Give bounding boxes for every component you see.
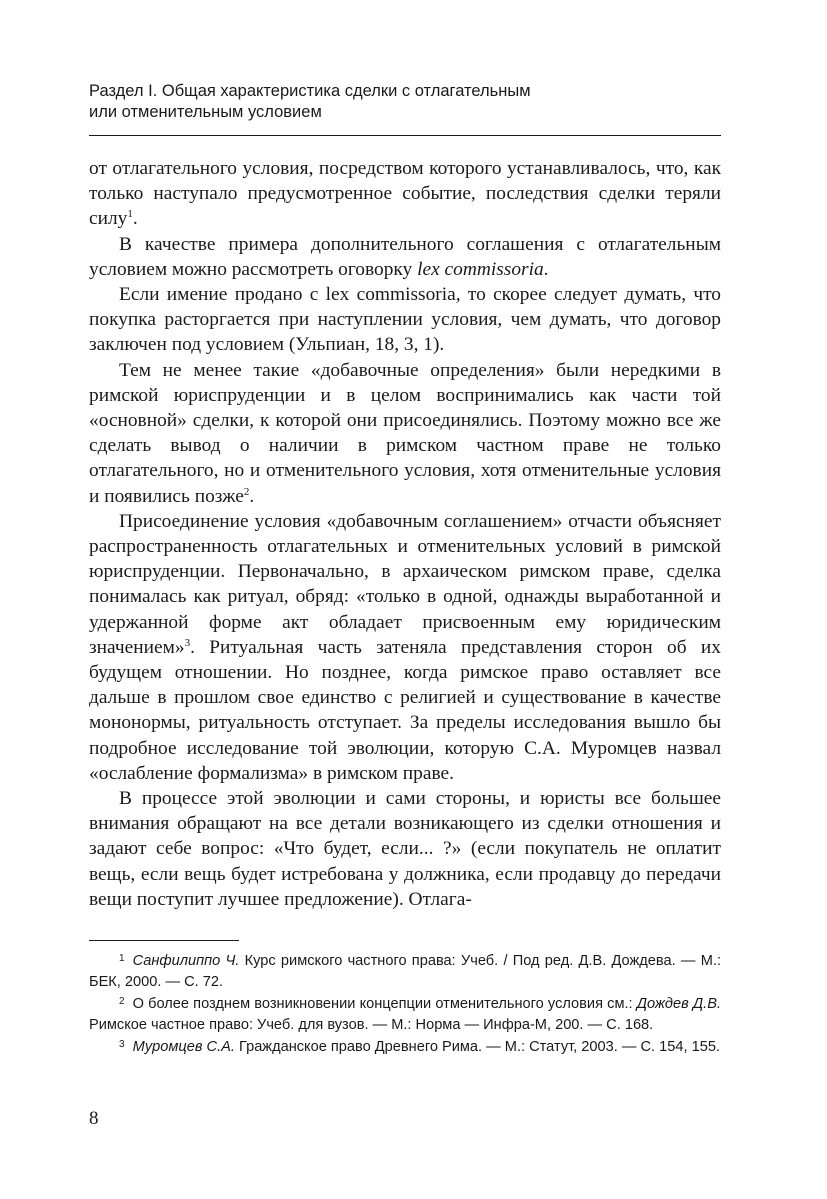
paragraph-1-text: от отлагательного условия, посредством которого устанавливалось, что, как только наступало предусмотренное событие, последствия сделки теряли силу xyxy=(89,158,721,230)
footnote-text: Курс римского частного права: Учеб. / Под ред. Д.В. Дождева. — М.: БЕК, 2000. — С. 72. xyxy=(89,953,722,990)
footnote-3 xyxy=(89,1035,721,1058)
paragraph-1-end: . xyxy=(132,208,138,230)
footnote-number: 2 xyxy=(119,996,125,1007)
footnote-author: Дождев Д.В. xyxy=(636,996,721,1012)
paragraph-3: Если имение продано с lex commissoria, то скорее следует думать, что покупка расторгается при наступлении условия, чем думать, что договор заключен под условием (Ульпиан, 18, 3, 1). xyxy=(89,284,721,356)
running-head-line-1: Раздел I. Общая характеристика сделки с отлагательным xyxy=(89,82,531,100)
footnote-ref-2: 2 xyxy=(243,485,250,498)
footnote-text: Гражданское право Древнего Рима. — М.: Статут, 2003. — С. 154, 155. xyxy=(234,1039,721,1055)
footnote-author: Муромцев С.А. xyxy=(132,1039,235,1055)
footnote-ref-1: 1 xyxy=(127,208,133,221)
paragraph-5 xyxy=(89,509,721,786)
main-text xyxy=(89,156,721,912)
footnotes xyxy=(89,949,721,1058)
paragraph-5-text-a: Присоединение условия «добавочным соглашением» отчасти объясняет распространенность отлагательных и отменительных условий в римской юриспруденции. Первоначально, в архаическом римском праве, сделка понималась как ритуал, обряд: «только в одной, однажды выработанной и удержанной форме акт обладает присвоенным ему юридическим значением» xyxy=(89,510,721,658)
footnote-2 xyxy=(89,992,721,1035)
footnote-number: 3 xyxy=(119,1039,125,1050)
paragraph-6: В процессе этой эволюции и сами стороны, и юристы все большее внимания обращают на все детали возникающего из сделки отношения и задают себе вопрос: «Что будет, если... ?» (если покупатель не оплатит вещь, если вещь будет истребована у должника, если продавцу до передачи вещи поступит лучшее предложение). Отлага- xyxy=(89,788,721,910)
latin-term: lex commissoria xyxy=(417,258,544,280)
running-head xyxy=(89,81,721,123)
page-number: 8 xyxy=(89,1108,99,1129)
paragraph-2-end: . xyxy=(543,258,549,280)
paragraph-1 xyxy=(89,156,721,232)
paragraph-2-text: В качестве примера дополнительного соглашения с отлагательным условием можно рассмотреть оговорку xyxy=(89,233,721,280)
paragraph-5-text-b: . Ритуальная часть затеняла представления сторон об их будущем отношении. Но позднее, когда римское право оставляет все дальше в прошлом свое единство с религией и существование в качестве мононормы, ритуальность отступает. За пределы исследования вышло бы подробное исследование той эволюции, которую С.А. Муромцев назвал «ослабление формализма» в римском праве. xyxy=(89,636,721,784)
paragraph-4-text: Тем не менее такие «добавочные определения» были нередкими в римской юриспруденции и в целом воспринимались как части той «основной» сделки, к которой они присоединялись. Поэтому можно все же сделать вывод о наличии в римском частном праве не только отлагательного, но и отменительного условия, хотя отменительные условия и появились позже xyxy=(89,359,721,507)
footnote-number: 1 xyxy=(119,953,125,964)
running-head-line-2: или отменительным условием xyxy=(89,103,322,121)
footnote-pre: О более позднем возникновении концепции отменительного условия см.: xyxy=(132,996,637,1012)
footnote-ref-3: 3 xyxy=(184,636,191,649)
footnote-author: Санфилиппо Ч. xyxy=(132,953,240,969)
paragraph-4 xyxy=(89,358,721,509)
paragraph-2 xyxy=(89,232,721,282)
paragraph-4-end: . xyxy=(249,485,255,507)
footnote-1 xyxy=(89,949,721,992)
footnote-divider xyxy=(89,940,239,941)
footnote-text: Римское частное право: Учеб. для вузов. — М.: Норма — Инфра-М, 200. — С. 168. xyxy=(89,1016,654,1033)
header-divider xyxy=(89,135,721,136)
